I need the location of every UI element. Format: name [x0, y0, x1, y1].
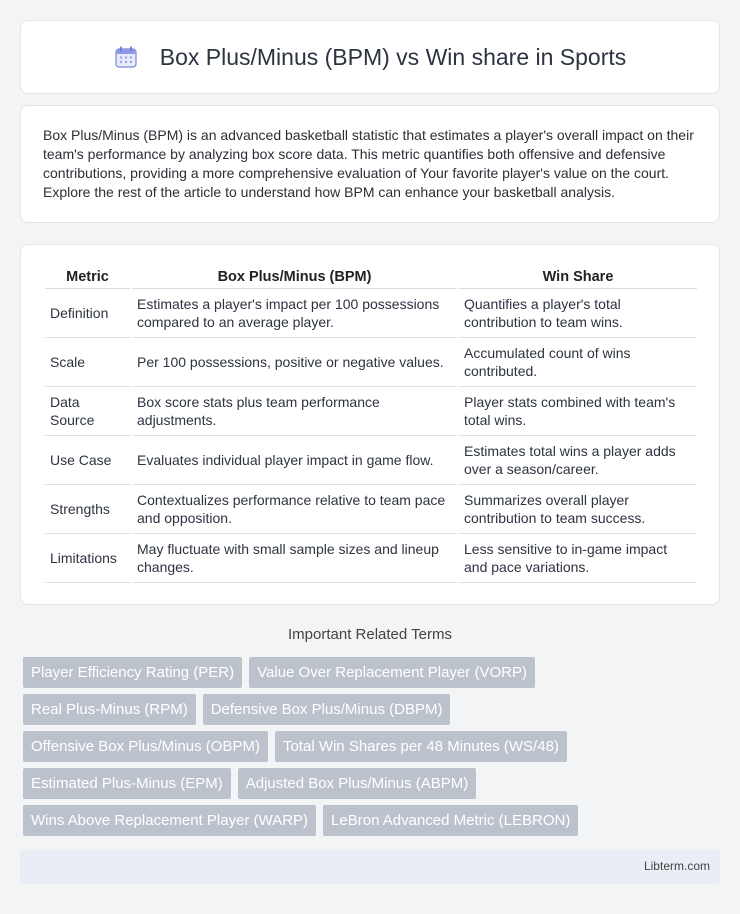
comparison-table — [43, 265, 699, 583]
related-terms-title: Important Related Terms — [288, 626, 452, 643]
term-tag[interactable]: Value Over Replacement Player (VORP) — [249, 657, 535, 688]
bpm-cell: Contextualizes performance relative to team pace and opposition. — [132, 485, 457, 534]
table-row — [45, 289, 697, 338]
comparison-card — [20, 244, 720, 605]
header-bpm: Box Plus/Minus (BPM) — [132, 265, 457, 289]
calendar-icon — [114, 45, 138, 69]
term-tag[interactable]: Offensive Box Plus/Minus (OBPM) — [23, 731, 268, 762]
intro-card — [20, 105, 720, 223]
term-tag[interactable]: Wins Above Replacement Player (WARP) — [23, 805, 316, 836]
table-row — [45, 485, 697, 534]
bpm-cell: Per 100 possessions, positive or negative values. — [132, 338, 457, 387]
tag-row — [23, 657, 723, 688]
tag-row — [23, 768, 723, 799]
table-header-row — [45, 265, 697, 289]
table-row — [45, 387, 697, 436]
win-share-cell: Player stats combined with team's total wins. — [459, 387, 697, 436]
footer-site-link[interactable]: Libterm.com — [643, 859, 710, 873]
header-metric: Metric — [45, 265, 130, 289]
metric-cell: Limitations — [45, 534, 130, 583]
bpm-cell: Evaluates individual player impact in game flow. — [132, 436, 457, 485]
win-share-cell: Quantifies a player's total contribution to team wins. — [459, 289, 697, 338]
win-share-cell: Accumulated count of wins contributed. — [459, 338, 697, 387]
header-card — [20, 20, 720, 94]
header-win-share: Win Share — [459, 265, 697, 289]
metric-cell: Definition — [45, 289, 130, 338]
related-terms-list — [23, 657, 723, 842]
term-tag[interactable]: Total Win Shares per 48 Minutes (WS/48) — [275, 731, 567, 762]
tag-row — [23, 805, 723, 836]
win-share-cell: Estimates total wins a player adds over a season/career. — [459, 436, 697, 485]
term-tag[interactable]: Estimated Plus-Minus (EPM) — [23, 768, 231, 799]
bpm-cell: Box score stats plus team performance adjustments. — [132, 387, 457, 436]
table-row — [45, 436, 697, 485]
page-title: Box Plus/Minus (BPM) vs Win share in Sports — [159, 43, 627, 70]
table-row — [45, 534, 697, 583]
bpm-cell: Estimates a player's impact per 100 possessions compared to an average player. — [132, 289, 457, 338]
tag-row — [23, 731, 723, 762]
metric-cell: Use Case — [45, 436, 130, 485]
term-tag[interactable]: Defensive Box Plus/Minus (DBPM) — [203, 694, 451, 725]
bpm-cell: May fluctuate with small sample sizes and lineup changes. — [132, 534, 457, 583]
term-tag[interactable]: LeBron Advanced Metric (LEBRON) — [323, 805, 578, 836]
win-share-cell: Less sensitive to in-game impact and pace variations. — [459, 534, 697, 583]
term-tag[interactable]: Real Plus-Minus (RPM) — [23, 694, 196, 725]
metric-cell: Strengths — [45, 485, 130, 534]
footer — [20, 850, 720, 884]
tag-row — [23, 694, 723, 725]
win-share-cell: Summarizes overall player contribution to team success. — [459, 485, 697, 534]
term-tag[interactable]: Player Efficiency Rating (PER) — [23, 657, 242, 688]
term-tag[interactable]: Adjusted Box Plus/Minus (ABPM) — [238, 768, 477, 799]
metric-cell: Data Source — [45, 387, 130, 436]
metric-cell: Scale — [45, 338, 130, 387]
intro-text: Box Plus/Minus (BPM) is an advanced basketball statistic that estimates a player's overall impact on their team's performance by analyzing box score data. This metric quantifies both offensive and defensive contributions, providing a more comprehensive evaluation of Your favorite player's value on the court. Explore the rest of the article to understand how BPM can enhance your basketball analysis. — [43, 127, 694, 200]
table-row — [45, 338, 697, 387]
